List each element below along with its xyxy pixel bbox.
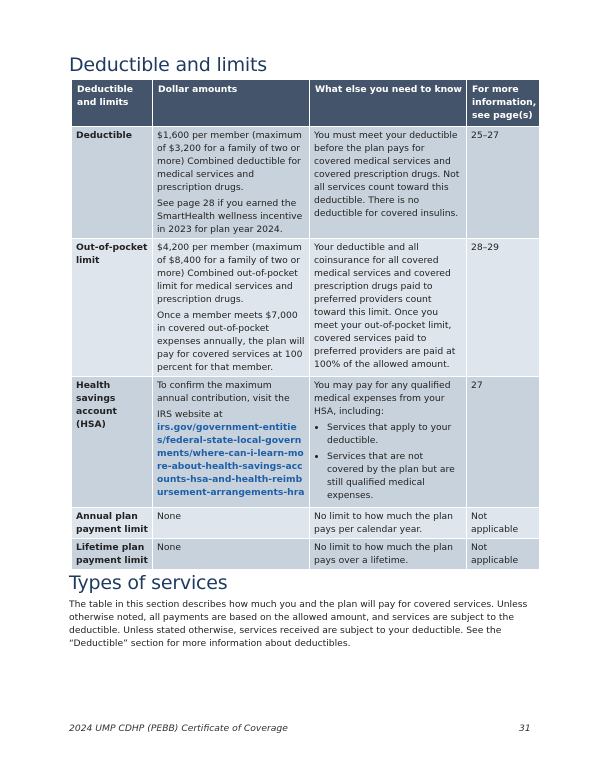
amount-text: IRS website at bbox=[157, 409, 223, 420]
section-title: Deductible and limits bbox=[69, 54, 267, 76]
note-text: You must meet your deductible before the plan pays for covered medical services and covered prescription drugs. Not all services count toward this deductible. There is no deductible for covered insulins. bbox=[314, 130, 460, 219]
types-intro-paragraph: The table in this section describes how much you and the plan will pay for covered services. Unless otherwise noted, all payments are based on the allowed amount, and services are subject to the deductible. Unless stated otherwise, services received are subject to your deductible. See the “Deductible” section for more information about deductibles. bbox=[69, 599, 528, 649]
list-item: • Services that are not covered by the plan but are still qualified medical expenses. bbox=[327, 450, 462, 502]
table-row bbox=[72, 539, 540, 570]
column-header: For more information, see page(s) bbox=[467, 80, 540, 127]
list-item: • Services that apply to your deductible. bbox=[327, 421, 462, 447]
dollar-amount-cell bbox=[153, 127, 310, 239]
deductible-limits-table bbox=[71, 79, 540, 570]
pages-cell: 25–27 bbox=[467, 127, 540, 239]
amount-text bbox=[157, 408, 305, 499]
table-row bbox=[72, 127, 540, 239]
dollar-amount-cell bbox=[153, 377, 310, 508]
footer-document-title: 2024 UMP CDHP (PEBB) Certificate of Coverage bbox=[69, 723, 288, 734]
table-row bbox=[72, 239, 540, 377]
row-label: Annual plan payment limit bbox=[72, 508, 153, 539]
pages-cell: 28–29 bbox=[467, 239, 540, 377]
pages-cell: Not applicable bbox=[467, 539, 540, 570]
row-label: Out-of-pocket limit bbox=[72, 239, 153, 377]
pages-cell: Not applicable bbox=[467, 508, 540, 539]
row-label: Lifetime plan payment limit bbox=[72, 539, 153, 570]
row-label: Health savings account (HSA) bbox=[72, 377, 153, 508]
bullet-list bbox=[314, 421, 462, 502]
column-header: Deductible and limits bbox=[72, 80, 153, 127]
table-row bbox=[72, 508, 540, 539]
dollar-amount-cell bbox=[153, 239, 310, 377]
table-row bbox=[72, 377, 540, 508]
dollar-amount-cell: None bbox=[153, 539, 310, 570]
dollar-amount-cell: None bbox=[153, 508, 310, 539]
note-text: Your deductible and all coinsurance for all covered medical services and covered prescription drugs paid to preferred providers count toward this limit. Once you meet your out-of-pocket limit, covered services paid to preferred providers are paid at 100% of the allowed amount. bbox=[314, 242, 456, 370]
amount-text: Once a member meets $7,000 in covered out-of-pocket expenses annually, the plan will pay for covered services at 100 percent for that member. bbox=[157, 310, 305, 373]
note-cell bbox=[310, 377, 467, 508]
note-cell bbox=[310, 239, 467, 377]
table-header-row bbox=[72, 80, 540, 127]
note-cell bbox=[310, 127, 467, 239]
amount-text: See page 28 if you earned the SmartHealth wellness incentive in 2023 for plan year 2024. bbox=[157, 198, 303, 235]
irs-website-link[interactable]: irs.gov/government-entities/federal-state-local-governments/where-can-i-learn-more-about-health-savings-accounts-hsa-and-health-reimbursement-arrangements-hra bbox=[157, 422, 305, 498]
types-of-services-title: Types of services bbox=[69, 572, 228, 594]
column-header: Dollar amounts bbox=[153, 80, 310, 127]
pages-cell: 27 bbox=[467, 377, 540, 508]
note-cell: No limit to how much the plan pays over a lifetime. bbox=[310, 539, 467, 570]
note-text: You may pay for any qualified medical expenses from your HSA, including: bbox=[314, 380, 451, 417]
row-label: Deductible bbox=[72, 127, 153, 239]
footer-page-number: 31 bbox=[519, 723, 531, 734]
column-header: What else you need to know bbox=[310, 80, 467, 127]
amount-text: $1,600 per member (maximum of $3,200 for a family of two or more) Combined deductible for medical services and prescription drugs. bbox=[157, 130, 302, 193]
note-cell: No limit to how much the plan pays per calendar year. bbox=[310, 508, 467, 539]
amount-text: To confirm the maximum annual contribution, visit the bbox=[157, 380, 290, 404]
amount-text: $4,200 per member (maximum of $8,400 for a family of two or more) Combined out-of-pocket limit for medical services and prescription drugs. bbox=[157, 242, 302, 305]
